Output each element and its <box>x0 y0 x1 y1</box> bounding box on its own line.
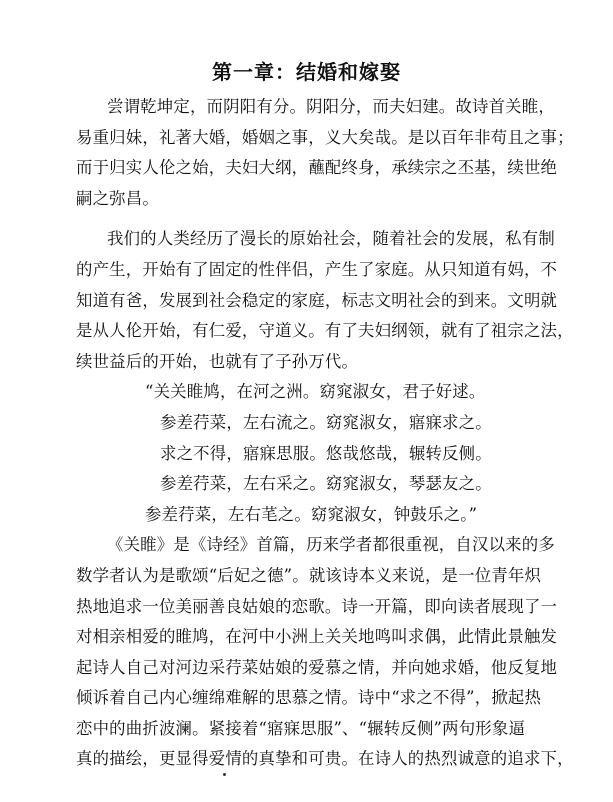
text-line: 嗣之弥昌。 <box>76 188 159 208</box>
text-line: 我们的人类经历了漫长的原始社会，随着社会的发展，私有制 <box>107 229 555 249</box>
text-line: 尝谓乾坤定，而阴阳有分。阴阳分，而夫妇建。故诗首关睢， <box>107 97 555 116</box>
poem-line: 参差荇菜，左右采之。窈窕淑女，琴瑟友之。 <box>160 474 492 494</box>
paragraph-gap <box>0 214 613 224</box>
text-line: 是从人伦开始，有仁爱，守道义。有了夫妇纲领，就有了祖宗之法， <box>76 321 574 341</box>
poem-line: 参差荇菜，左右流之。窈窕淑女，寤寐求之。 <box>160 412 492 432</box>
text-line: 《关睢》是《诗经》首篇，历来学者都很重视，自汉以来的多 <box>107 535 555 555</box>
text-line: 倾诉着自己内心缠绵难解的思慕之情。诗中“求之不得”，掀起热 <box>76 688 542 708</box>
text-line: 热地追求一位美丽善良姑娘的恋歌。诗一开篇，即向读者展现了一 <box>76 596 558 616</box>
text-line: 易重归妹，礼著大婚，婚姻之事，义大矣哉。是以百年非苟且之事； <box>76 127 574 147</box>
text-line: 续世益后的开始，也就有了子孙万代。 <box>76 351 359 371</box>
page-mark <box>223 773 226 776</box>
text-line: 的产生，开始有了固定的性伴侣，产生了家庭。从只知道有妈，不 <box>76 259 558 279</box>
poem-line: 参差荇菜，左右芼之。窈窕淑女，钟鼓乐之。” <box>145 504 478 524</box>
poem-line: 求之不得，寤寐思服。悠哉悠哉，辗转反侧。 <box>160 443 492 463</box>
text-line: 真的描绘，更显得爱情的真挚和可贵。在诗人的热烈诚意的追求下， <box>76 749 574 769</box>
body-text <box>0 92 613 775</box>
text-line: 对相亲相爱的睢鸠，在河中小洲上关关地鸣叫求偶，此情此景触发 <box>76 627 558 647</box>
text-line: 而于归实人伦之始，夫妇大纲，蘸配终身，承续宗之丕基，续世绝 <box>76 158 558 178</box>
text-line: 知道有爸，发展到社会稳定的家庭，标志文明社会的到来。文明就 <box>76 290 558 310</box>
text-line: 数学者认为是歌颂“后妃之德”。就该诗本义来说，是一位青年炽 <box>76 565 542 585</box>
chapter-title: 第一章：结婚和嫁娶 <box>212 60 401 84</box>
poem-line: “关关睢鸠，在河之洲。窈窕淑女，君子好逑。 <box>145 382 486 402</box>
text-line: 恋中的曲折波澜。紧接着“寤寐思服”、“辗转反侧”两句形象逼 <box>76 718 526 738</box>
text-line: 起诗人自己对河边采荇菜姑娘的爱慕之情，并向她求婚，他反复地 <box>76 657 558 677</box>
